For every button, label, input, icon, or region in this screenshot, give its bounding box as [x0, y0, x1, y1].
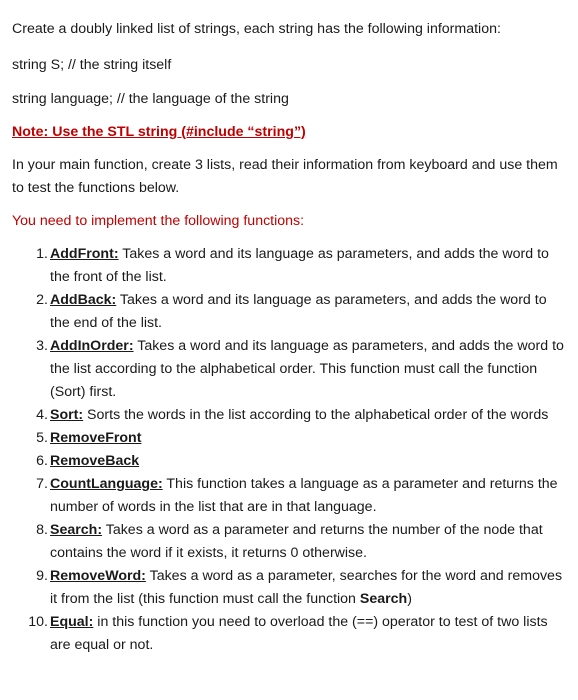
item-number: 10.: [28, 614, 48, 630]
list-item: [12, 243, 568, 289]
item-number: 1.: [36, 246, 48, 262]
function-description: Sorts the words in the list according to the alphabetical order of the words: [83, 407, 549, 423]
function-name: AddInOrder:: [50, 338, 134, 354]
main-instruction: In your main function, create 3 lists, read their information from keyboard and use them to test the functions below.: [12, 157, 558, 196]
function-description: Takes a word and its language as parameters, and adds the word to the front of the list.: [50, 246, 549, 285]
function-name: CountLanguage:: [50, 476, 163, 492]
list-item: [12, 565, 568, 611]
function-name: AddFront:: [50, 246, 119, 262]
item-number: 9.: [36, 568, 48, 584]
function-reference: Search: [359, 591, 408, 607]
item-number: 5.: [36, 430, 48, 446]
field-language-declaration: string language; // the language of the string: [12, 91, 289, 107]
function-name: RemoveBack: [50, 453, 140, 469]
function-name: RemoveFront: [50, 430, 142, 446]
function-name: RemoveWord:: [50, 568, 146, 584]
functions-heading: You need to implement the following functions:: [12, 213, 305, 229]
list-item: [12, 289, 568, 335]
item-number: 8.: [36, 522, 48, 538]
function-description: Takes a word as a parameter and returns the number of the node that contains the word if it exists, it returns 0 otherwise.: [50, 522, 543, 561]
function-name: Equal:: [50, 614, 94, 630]
functions-list: [12, 243, 568, 657]
stl-note: Note: Use the STL string (#include “string”): [12, 124, 306, 140]
function-name: Sort:: [50, 407, 84, 423]
function-description-end: ): [407, 591, 412, 607]
function-description: Takes a word and its language as parameters, and adds the word to the end of the list.: [50, 292, 547, 331]
list-item: [12, 450, 568, 473]
intro-text: Create a doubly linked list of strings, each string has the following information:: [12, 21, 501, 37]
list-item: [12, 473, 568, 519]
item-number: 7.: [36, 476, 48, 492]
list-item: [12, 519, 568, 565]
item-number: 6.: [36, 453, 48, 469]
function-description: in this function you need to overload the (==) operator to test of two lists are equal or not.: [50, 614, 548, 653]
list-item: [12, 404, 568, 427]
list-item: [12, 427, 568, 450]
list-item: [12, 335, 568, 404]
function-name: AddBack:: [50, 292, 117, 308]
item-number: 3.: [36, 338, 48, 354]
field-s-declaration: string S; // the string itself: [12, 57, 172, 73]
function-description: Takes a word as a parameter, searches for the word and removes it from the list (this function must call the function: [50, 568, 563, 607]
function-description: This function takes a language as a parameter and returns the number of words in the list that are in that language.: [50, 476, 558, 515]
function-description: Takes a word and its language as parameters, and adds the word to the list according to the alphabetical order. This function must call the function (Sort) first.: [50, 338, 564, 400]
item-number: 2.: [36, 292, 48, 308]
list-item: [12, 611, 568, 657]
item-number: 4.: [36, 407, 48, 423]
function-name: Search:: [50, 522, 103, 538]
